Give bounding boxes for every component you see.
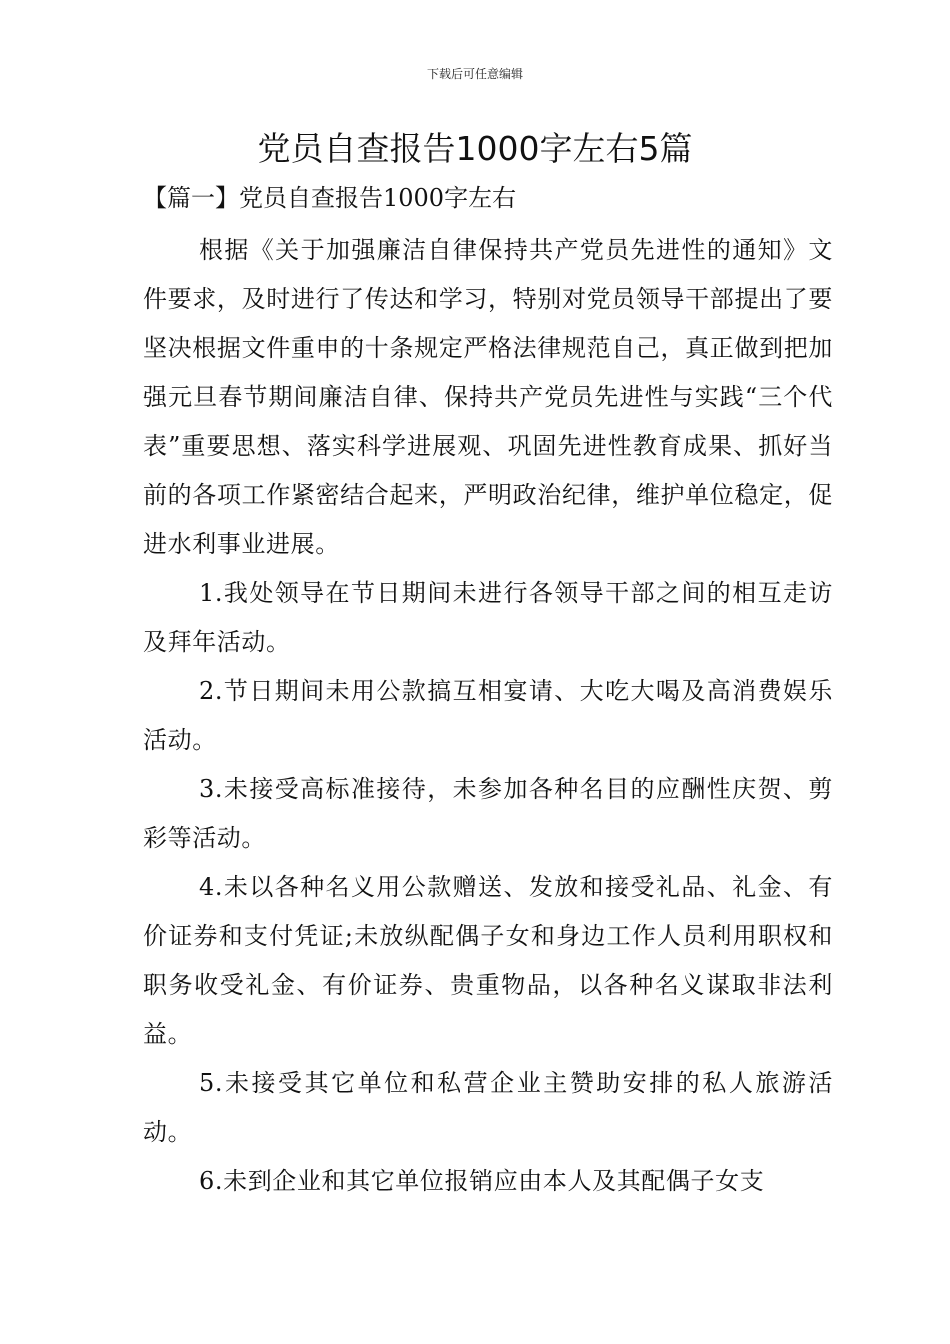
document-title: 党员自查报告1000字左右5篇: [257, 129, 693, 168]
paragraph-item-3: 3.未接受高标准接待，未参加各种名目的应酬性庆贺、剪彩等活动。: [143, 775, 833, 852]
header-note: 下载后可任意编辑: [426, 67, 523, 81]
paragraph-intro: 根据《关于加强廉洁自律保持共产党员先进性的通知》文件要求，及时进行了传达和学习，特别对党员领导干部提出了要坚决根据文件重申的十条规定严格法律规范自己，真正做到把加强元旦春节期间廉洁自律、保持共产党员先进性与实践“三个代表”重要思想、落实科学进展观、巩固先进性教育成果、抓好当前的各项工作紧密结合起来，严明政治纪律，维护单位稳定，促进水利事业进展。: [143, 236, 833, 558]
document-body: [143, 226, 833, 1206]
paragraph-item-2: 2.节日期间未用公款搞互相宴请、大吃大喝及高消费娱乐活动。: [143, 677, 833, 754]
paragraph-item-6: 6.未到企业和其它单位报销应由本人及其配偶子女支: [199, 1167, 765, 1195]
paragraph-item-4: 4.未以各种名义用公款赠送、发放和接受礼品、礼金、有价证券和支付凭证;未放纵配偶子女和身边工作人员利用职权和职务收受礼金、有价证券、贵重物品，以各种名义谋取非法利益。: [143, 873, 833, 1048]
paragraph-item-5: 5.未接受其它单位和私营企业主赞助安排的私人旅游活动。: [143, 1069, 833, 1146]
paragraph-item-1: 1.我处领导在节日期间未进行各领导干部之间的相互走访及拜年活动。: [143, 579, 833, 656]
section-heading: 【篇一】党员自查报告1000字左右: [143, 184, 517, 212]
